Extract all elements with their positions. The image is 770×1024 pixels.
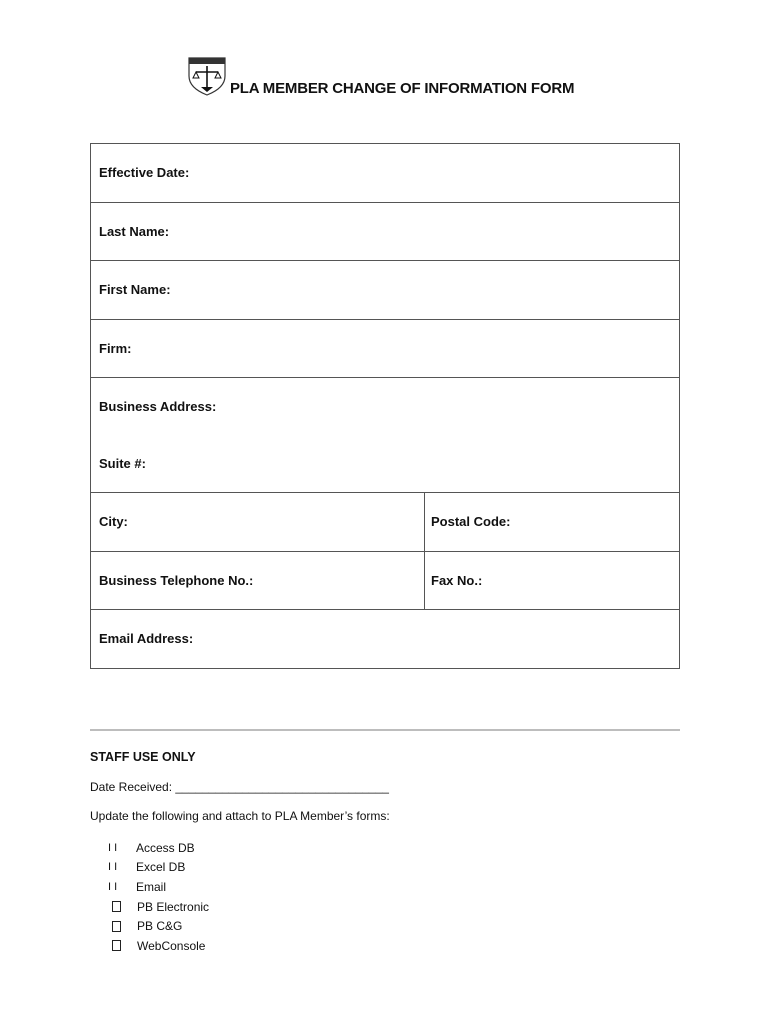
- address-row: [91, 377, 679, 492]
- city-field[interactable]: City:: [91, 493, 425, 551]
- checkbox-mark[interactable]: I I: [108, 880, 118, 893]
- checkbox-icon[interactable]: [112, 921, 121, 932]
- checkbox-mark[interactable]: I I: [108, 861, 118, 874]
- phone-fax-row: [91, 551, 679, 610]
- association-logo-icon: [188, 56, 226, 96]
- postal-code-field[interactable]: Postal Code:: [431, 514, 511, 530]
- business-telephone-field[interactable]: Business Telephone No.:: [91, 552, 425, 610]
- checklist-item-access-db[interactable]: [108, 838, 209, 858]
- checklist-label: Access DB: [136, 840, 195, 855]
- checklist-label: WebConsole: [137, 938, 206, 953]
- effective-date-field[interactable]: Effective Date:: [99, 165, 190, 181]
- checklist-label: PB C&G: [137, 919, 183, 934]
- staff-checklist: [108, 838, 209, 956]
- address-field[interactable]: [91, 378, 679, 492]
- first-name-field[interactable]: First Name:: [99, 282, 171, 298]
- checklist-item-webconsole[interactable]: [108, 936, 209, 956]
- checklist-label: PB Electronic: [137, 899, 210, 914]
- email-row: [91, 609, 679, 668]
- checklist-item-pb-electronic[interactable]: [108, 897, 209, 917]
- fax-field[interactable]: Fax No.:: [431, 572, 483, 588]
- section-divider: [90, 729, 680, 731]
- suite-label: Suite #:: [99, 456, 146, 471]
- last-name-row: [91, 202, 679, 261]
- member-info-form: [90, 143, 680, 669]
- checklist-item-excel-db[interactable]: [108, 858, 209, 878]
- first-name-row: [91, 260, 679, 319]
- email-field[interactable]: Email Address:: [99, 631, 194, 647]
- checklist-label: Excel DB: [136, 860, 186, 875]
- checklist-item-email[interactable]: [108, 877, 209, 897]
- city-postal-row: [91, 492, 679, 551]
- checkbox-mark[interactable]: I I: [108, 841, 118, 854]
- checkbox-icon[interactable]: [112, 940, 121, 951]
- checkbox-icon[interactable]: [112, 901, 121, 912]
- checklist-label: Email: [136, 879, 167, 894]
- page-title: PLA MEMBER CHANGE OF INFORMATION FORM: [230, 80, 575, 97]
- firm-row: [91, 319, 679, 378]
- checklist-item-pb-cg[interactable]: [108, 916, 209, 936]
- effective-date-row: [91, 144, 679, 202]
- firm-field[interactable]: Firm:: [99, 340, 132, 356]
- date-received-line[interactable]: Date Received: ________________________________: [90, 780, 389, 794]
- staff-use-heading: STAFF USE ONLY: [90, 750, 196, 764]
- business-address-label: Business Address:: [99, 399, 217, 414]
- update-instructions: Update the following and attach to PLA Member’s forms:: [90, 809, 390, 823]
- last-name-field[interactable]: Last Name:: [99, 223, 170, 239]
